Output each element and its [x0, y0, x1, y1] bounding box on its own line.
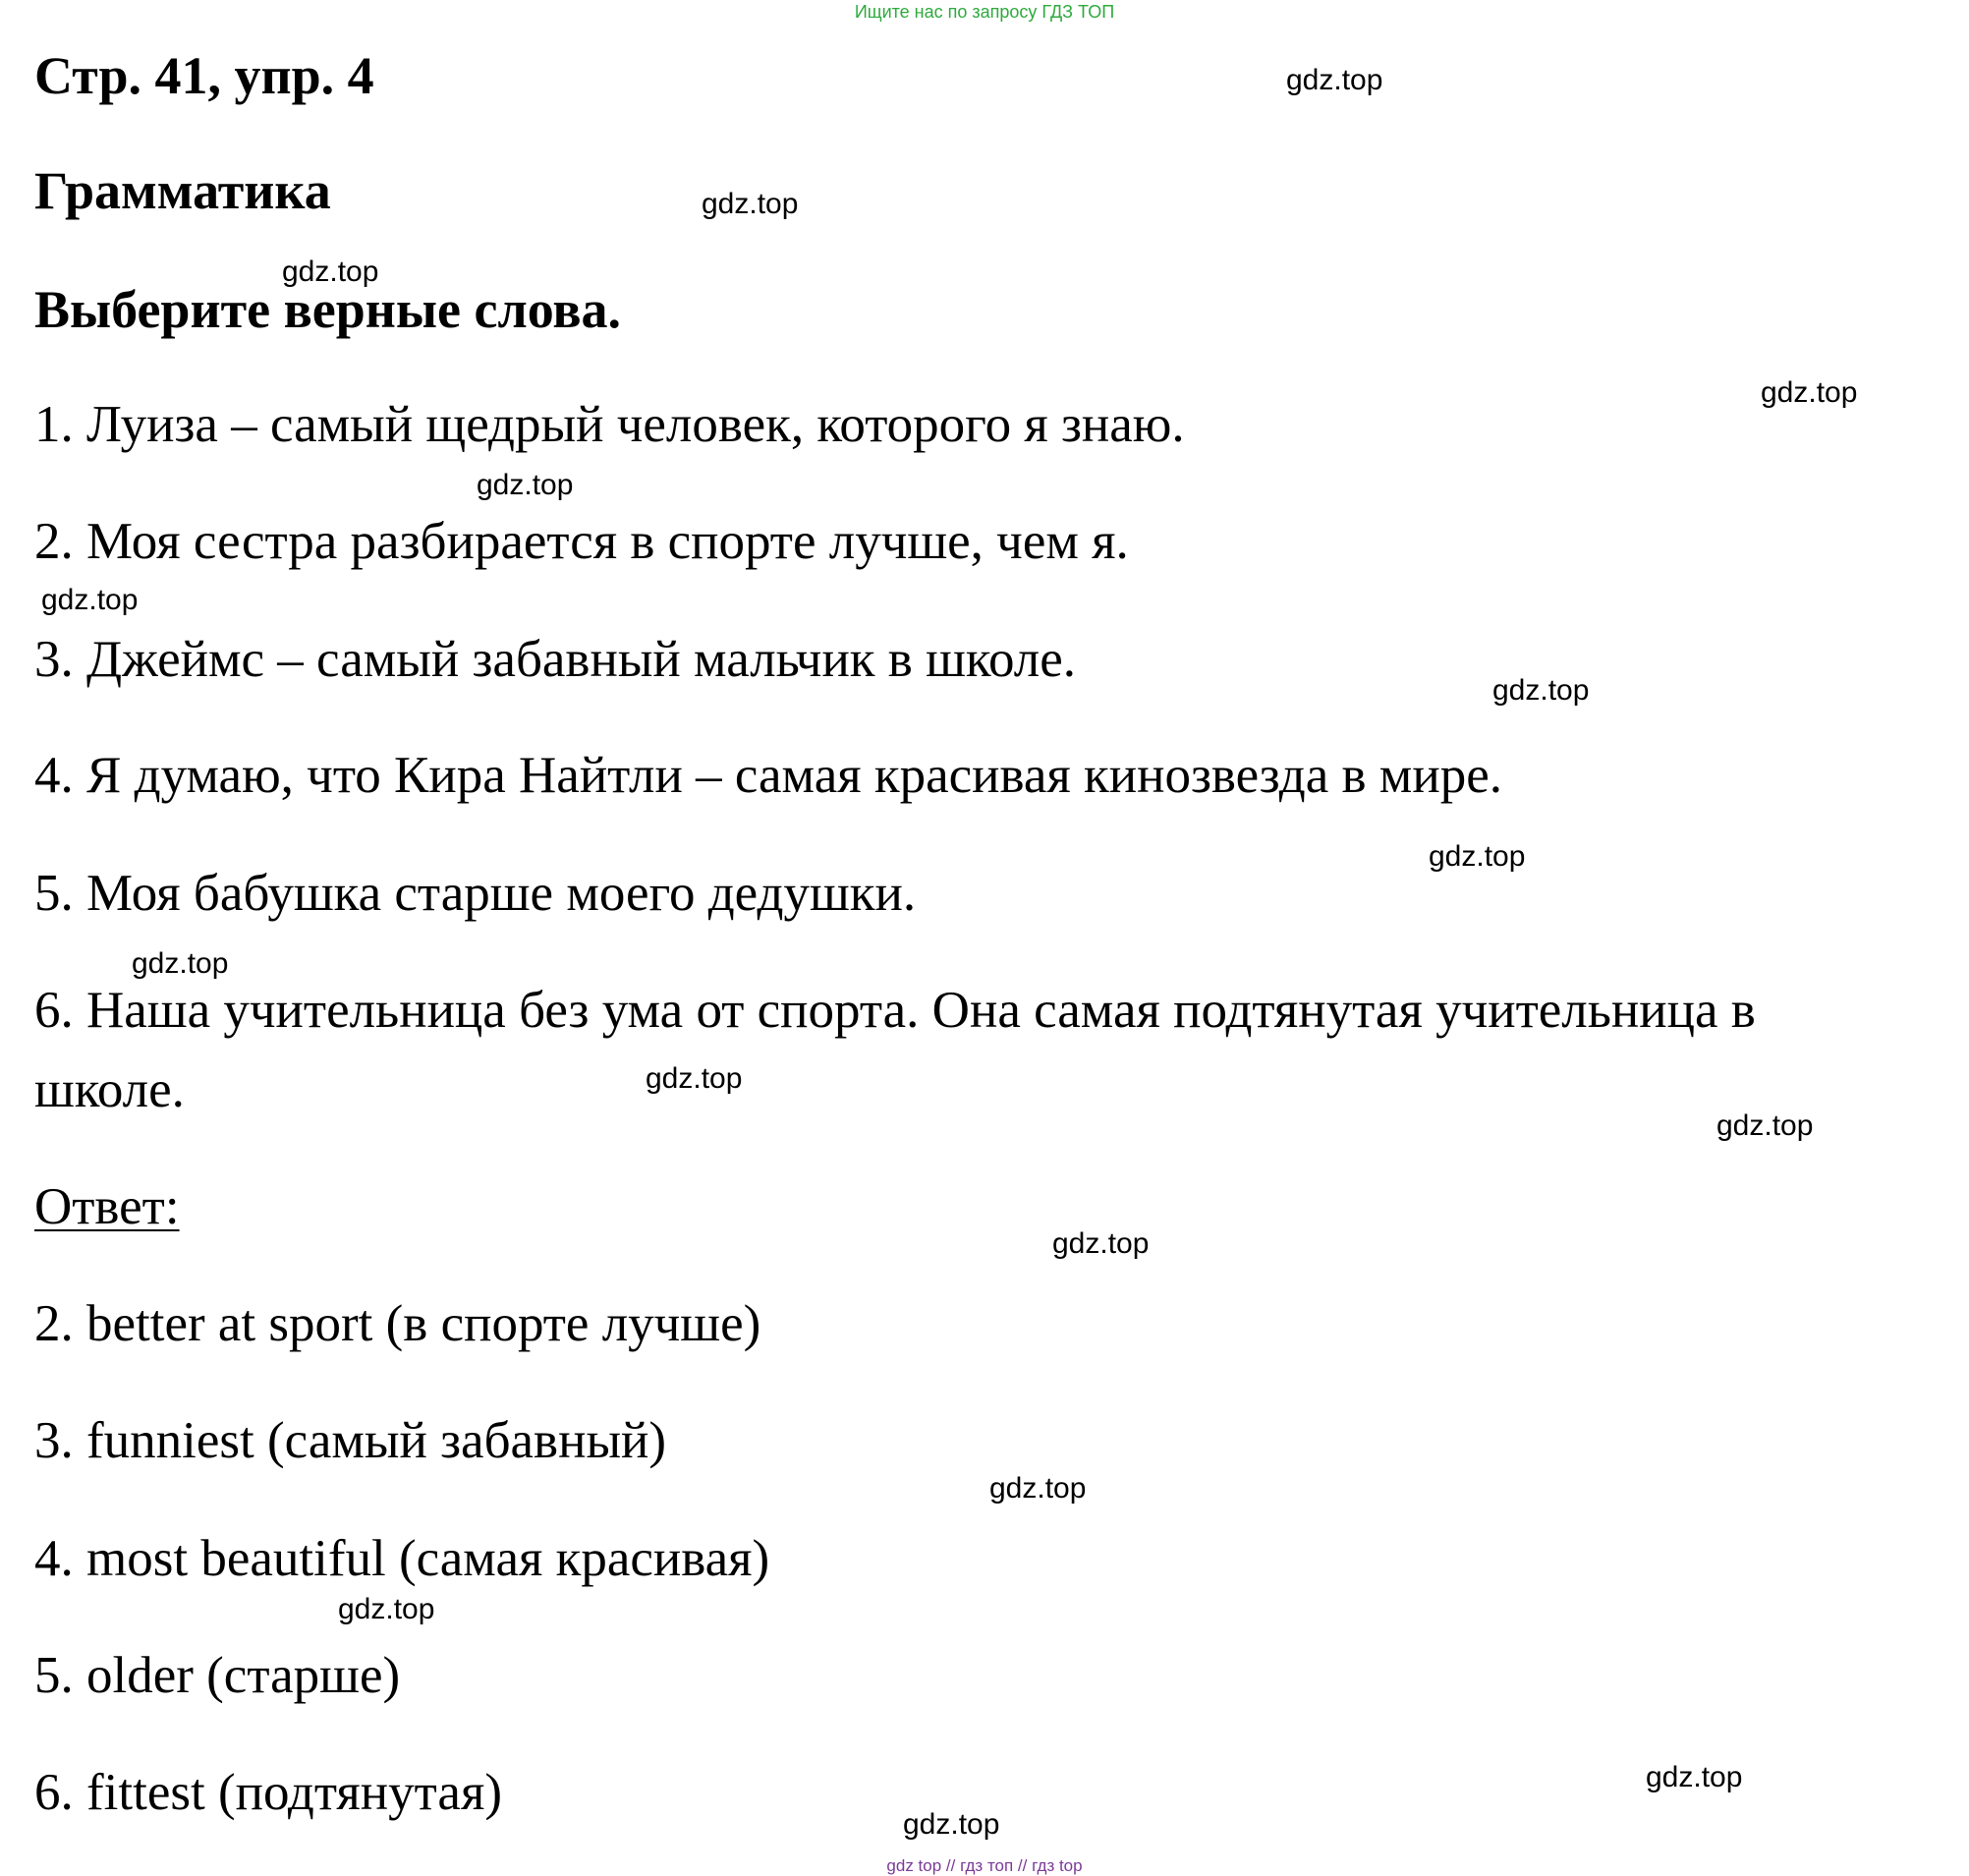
watermark: gdz.top — [477, 469, 574, 501]
watermark: gdz.top — [1716, 1109, 1814, 1142]
watermark: gdz.top — [1646, 1761, 1743, 1793]
watermark: gdz.top — [1052, 1227, 1150, 1260]
sentence-1: 1. Луиза – самый щедрый человек, которого я знаю. — [34, 396, 1185, 453]
sentence-2: 2. Моя сестра разбирается в спорте лучше, чем я. — [34, 513, 1129, 570]
watermark: gdz.top — [282, 256, 379, 288]
sentence-6: 6. Наша учительница без ума от спорта. Она самая подтянутая учительница в — [34, 982, 1756, 1039]
watermark: gdz.top — [1761, 376, 1858, 409]
answer-6: 6. fittest (подтянутая) — [34, 1764, 502, 1821]
sentence-3: 3. Джеймс – самый забавный мальчик в школе. — [34, 631, 1076, 688]
page-title: Стр. 41, упр. 4 — [34, 46, 374, 105]
watermark: gdz.top — [1286, 64, 1383, 96]
answer-5: 5. older (старше) — [34, 1647, 401, 1704]
watermark: gdz.top — [132, 947, 229, 980]
footer-watermark: gdz top // гдз топ // гдз top — [886, 1856, 1083, 1875]
answer-3: 3. funniest (самый забавный) — [34, 1412, 667, 1469]
watermark: gdz.top — [646, 1062, 743, 1095]
watermark: gdz.top — [903, 1808, 1000, 1841]
sentence-4: 4. Я думаю, что Кира Найтли – самая красивая кинозвезда в мире. — [34, 747, 1502, 804]
watermark: gdz.top — [989, 1472, 1087, 1505]
watermark: gdz.top — [41, 584, 139, 616]
sentence-5: 5. Моя бабушка старше моего дедушки. — [34, 865, 917, 922]
sentence-6-continuation: школе. — [34, 1061, 185, 1118]
watermark: gdz.top — [1429, 840, 1526, 873]
answer-label: Ответ: — [34, 1178, 180, 1235]
top-banner: Ищите нас по запросу ГДЗ ТОП — [854, 2, 1115, 22]
watermark: gdz.top — [702, 188, 799, 220]
watermark: gdz.top — [338, 1593, 435, 1625]
task-instruction: Выберите верные слова. — [34, 280, 622, 339]
answer-2: 2. better at sport (в спорте лучше) — [34, 1295, 761, 1352]
answer-4: 4. most beautiful (самая красивая) — [34, 1530, 770, 1587]
section-heading: Грамматика — [34, 161, 331, 220]
watermark: gdz.top — [1492, 674, 1590, 707]
